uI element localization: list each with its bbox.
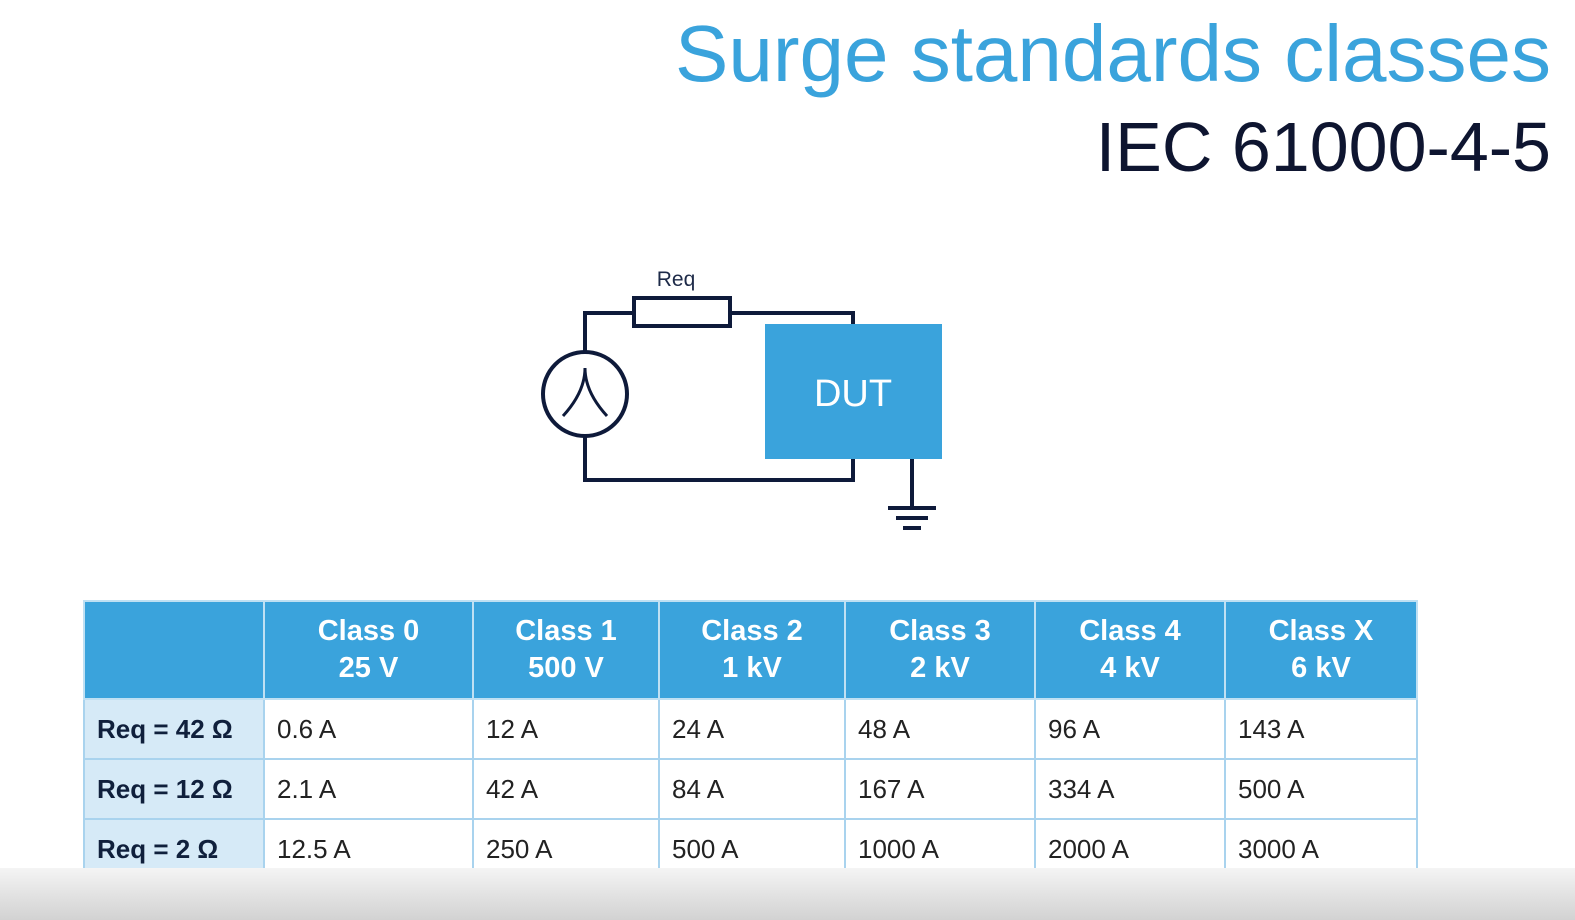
table-header-row [84, 601, 1417, 699]
column-header-class-x [1225, 601, 1417, 699]
column-header-class-1 [473, 601, 659, 699]
table-cell: 3000 A [1225, 819, 1417, 879]
column-header-class: Class 1 [515, 615, 617, 647]
column-header-class-4 [1035, 601, 1225, 699]
bottom-gradient-bar [0, 868, 1575, 920]
column-header-class: Class 3 [889, 615, 991, 647]
surge-classes-table [83, 600, 1418, 880]
resistor-symbol [634, 298, 730, 326]
table-cell: 42 A [473, 759, 659, 819]
wire-top-right [730, 313, 853, 324]
column-header-voltage: 6 kV [1291, 652, 1351, 684]
slide-subtitle: IEC 61000-4-5 [1095, 108, 1551, 186]
table-cell: 500 A [659, 819, 845, 879]
table-cell: 167 A [845, 759, 1035, 819]
table-cell: 334 A [1035, 759, 1225, 819]
table-cell: 250 A [473, 819, 659, 879]
resistor-label: Req [656, 268, 696, 291]
column-header-class-2 [659, 601, 845, 699]
column-header-class: Class X [1268, 615, 1374, 647]
table-cell: 500 A [1225, 759, 1417, 819]
column-header-class-0 [264, 601, 473, 699]
column-header-class-3 [845, 601, 1035, 699]
column-header-class: Class 2 [701, 615, 803, 647]
table-cell: 12.5 A [264, 819, 473, 879]
row-label: Req = 42 Ω [84, 699, 264, 759]
column-header-voltage: 2 kV [910, 652, 970, 684]
slide-title: Surge standards classes [674, 9, 1551, 98]
row-label: Req = 12 Ω [84, 759, 264, 819]
table-corner-cell [84, 601, 264, 699]
column-header-voltage: 4 kV [1100, 652, 1160, 684]
table-cell: 0.6 A [264, 699, 473, 759]
column-header-class: Class 4 [1079, 615, 1181, 647]
table-row-req-12 [84, 759, 1417, 819]
surge-generator-icon [543, 352, 627, 436]
column-header-voltage: 500 V [528, 652, 604, 684]
ground-icon [888, 508, 936, 528]
table-cell: 48 A [845, 699, 1035, 759]
table-cell: 96 A [1035, 699, 1225, 759]
row-label: Req = 2 Ω [84, 819, 264, 879]
table-cell: 143 A [1225, 699, 1417, 759]
dut-label: DUT [813, 373, 893, 415]
column-header-voltage: 25 V [338, 652, 399, 684]
table-cell: 84 A [659, 759, 845, 819]
column-header-class: Class 0 [317, 615, 420, 647]
table-cell: 2000 A [1035, 819, 1225, 879]
wire-top-left [585, 313, 634, 352]
table-row-req-42 [84, 699, 1417, 759]
column-header-voltage: 1 kV [722, 652, 782, 684]
table-cell: 2.1 A [264, 759, 473, 819]
table-cell: 12 A [473, 699, 659, 759]
table-cell: 24 A [659, 699, 845, 759]
table-cell: 1000 A [845, 819, 1035, 879]
